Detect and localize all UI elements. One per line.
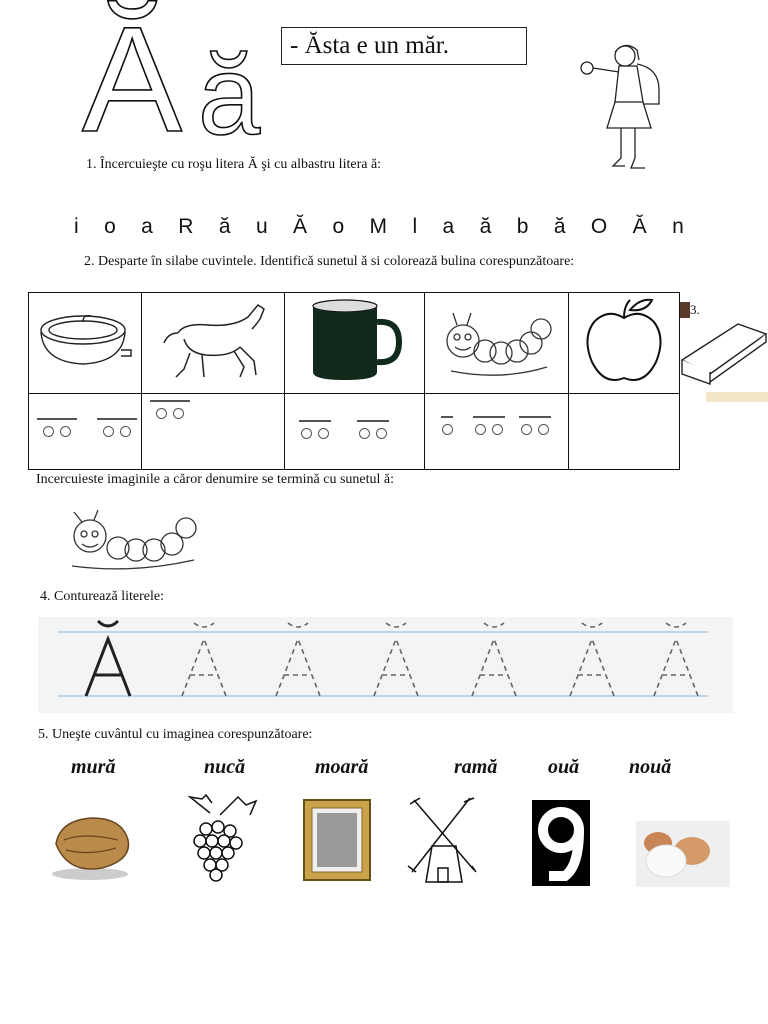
picture-cell: [285, 293, 425, 394]
syllable-cell[interactable]: [29, 394, 142, 470]
caterpillar-icon: [441, 301, 553, 381]
letter[interactable]: o: [104, 215, 116, 238]
letter[interactable]: O: [590, 215, 608, 238]
windmill-icon[interactable]: [406, 796, 482, 886]
letter[interactable]: ă: [218, 215, 231, 238]
task3-number: 3.: [690, 302, 700, 317]
task3-instruction: Incercuieste imaginile a căror denumire se termină cu sunetul ă:: [36, 472, 395, 487]
mug-icon: [305, 298, 405, 384]
walnut-icon[interactable]: [42, 810, 134, 884]
eggs-icon[interactable]: [636, 821, 730, 887]
picture-cell: [569, 293, 680, 394]
letter[interactable]: u: [255, 215, 268, 238]
horse-icon: [158, 299, 268, 383]
caterpillar-icon[interactable]: [62, 508, 200, 574]
letter-row: [74, 215, 684, 239]
syllable-cell[interactable]: [142, 394, 285, 470]
word-mura[interactable]: mură: [71, 756, 116, 778]
big-letter-lower: ă: [198, 33, 261, 158]
letter[interactable]: ă: [553, 215, 566, 238]
tracing-lines: [38, 617, 733, 713]
letter[interactable]: a: [442, 215, 455, 238]
letter[interactable]: a: [141, 215, 153, 238]
word-moara[interactable]: moară: [315, 756, 369, 778]
letter[interactable]: Ă: [632, 215, 647, 238]
syllable-cell[interactable]: [569, 394, 680, 470]
task1-instruction: 1. Încercuieşte cu roşu litera Ă şi cu albastru litera ă:: [86, 157, 382, 172]
word-rama[interactable]: ramă: [454, 756, 498, 778]
blackberry-icon[interactable]: [176, 793, 260, 887]
letter[interactable]: Ă: [293, 215, 308, 238]
page-title: - Ăsta e un măr.: [281, 27, 527, 65]
task4-instruction: 4. Conturează literele:: [40, 589, 164, 604]
letter[interactable]: M: [369, 215, 388, 238]
girl-with-apple-icon: [575, 42, 670, 174]
frame-icon[interactable]: [303, 799, 371, 881]
letter[interactable]: ă: [479, 215, 492, 238]
letter[interactable]: o: [332, 215, 345, 238]
apple-icon: [582, 296, 666, 386]
word-nuca[interactable]: nucă: [204, 756, 246, 778]
pot-icon: [37, 306, 133, 376]
syllable-cell[interactable]: [285, 394, 425, 470]
letter[interactable]: n: [672, 215, 684, 238]
big-letter-upper: Ă: [82, 0, 183, 163]
syllable-table: [28, 292, 680, 470]
task2-instruction: 2. Desparte în silabe cuvintele. Identifică sunetul ă si colorează bulina corespunzătoare:: [84, 254, 575, 269]
picture-cell: [142, 293, 285, 394]
nine-icon[interactable]: [532, 800, 590, 886]
letter[interactable]: R: [178, 215, 194, 238]
picture-cell: [425, 293, 569, 394]
letter[interactable]: i: [74, 215, 79, 238]
syllable-cell[interactable]: [425, 394, 569, 470]
letter[interactable]: l: [412, 215, 418, 238]
word-noua[interactable]: nouă: [629, 756, 672, 778]
task5-instruction: 5. Uneşte cuvântul cu imaginea corespunzătoare:: [38, 727, 313, 742]
word-oua[interactable]: ouă: [548, 756, 580, 778]
tracing-strip[interactable]: [38, 617, 733, 713]
letter[interactable]: b: [516, 215, 529, 238]
picture-cell: [29, 293, 142, 394]
